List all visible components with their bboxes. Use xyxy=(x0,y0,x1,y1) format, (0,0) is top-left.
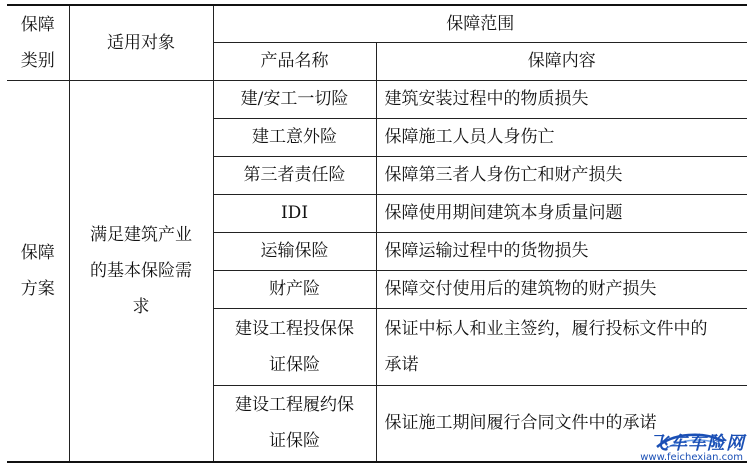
group-category-line1: 保障 xyxy=(20,242,55,263)
product-cell: 运输保险 xyxy=(213,232,376,270)
group-category xyxy=(7,80,69,462)
header-coverage: 保障内容 xyxy=(376,42,747,80)
header-category xyxy=(7,5,69,80)
header-category-line1: 保障 xyxy=(20,14,55,35)
product-cell xyxy=(213,385,376,462)
group-target-line1: 满足建筑产业 xyxy=(90,224,192,245)
content-cell: 保障运输过程中的货物损失 xyxy=(376,232,747,270)
product-cell: 第三者责任险 xyxy=(213,156,376,194)
content-cell: 保障第三者人身伤亡和财产损失 xyxy=(376,156,747,194)
content-cell xyxy=(376,308,747,385)
product-cell: 建工意外险 xyxy=(213,118,376,156)
product-cell: 建/安工一切险 xyxy=(213,80,376,118)
group-target-line2: 的基本保险需 xyxy=(90,260,192,281)
group-target-line3: 求 xyxy=(132,296,150,317)
table-row xyxy=(7,80,747,118)
content-cell: 建筑安装过程中的物质损失 xyxy=(376,80,747,118)
header-scope: 保障范围 xyxy=(213,5,747,42)
product-line1: 建设工程投保保 xyxy=(235,318,354,339)
product-line2: 证保险 xyxy=(269,354,320,375)
header-row-1 xyxy=(7,5,747,42)
insurance-table xyxy=(7,4,747,463)
group-category-line2: 方案 xyxy=(20,278,55,299)
header-product-name: 产品名称 xyxy=(213,42,376,80)
header-category-line2: 类别 xyxy=(20,50,55,71)
product-line1: 建设工程履约保 xyxy=(235,395,354,416)
content-line2: 承诺 xyxy=(384,354,419,375)
watermark-url: www.feichexian.com xyxy=(640,452,743,463)
group-target xyxy=(69,80,213,462)
header-target: 适用对象 xyxy=(69,5,213,80)
product-cell xyxy=(213,308,376,385)
product-cell: 财产险 xyxy=(213,270,376,308)
content-line1: 保证中标人和业主签约，履行投标文件中的 xyxy=(384,318,708,339)
content-cell: 保障使用期间建筑本身质量问题 xyxy=(376,194,747,232)
content-cell: 保障施工人员人身伤亡 xyxy=(376,118,747,156)
watermark-brand: 飞车车险网 xyxy=(650,433,745,454)
content-cell: 保障交付使用后的建筑物的财产损失 xyxy=(376,270,747,308)
product-line2: 证保险 xyxy=(269,431,320,452)
product-cell: IDI xyxy=(213,194,376,232)
content-cell: 保证施工期间履行合同文件中的承诺 xyxy=(376,385,747,462)
